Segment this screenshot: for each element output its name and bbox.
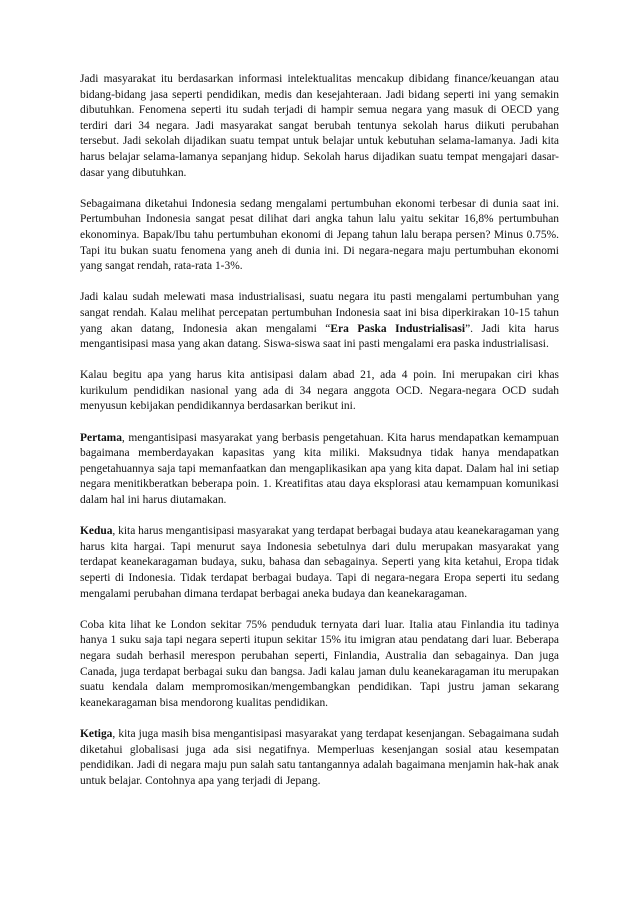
paragraph-text: Kalau begitu apa yang harus kita antisipasi dalam abad 21, ada 4 poin. Ini merupakan ciri khas kurikulum pendidikan nasional yang ada di 34 negara anggota OCD. Negara-negara OCD sudah menyusun kebijakan pendidikannya berdasarkan berikut ini.: [80, 369, 559, 413]
paragraph-economic-growth: [80, 197, 559, 275]
paragraph-kedua: [80, 524, 559, 602]
paragraph-diversity-examples: [80, 618, 559, 712]
point-heading: Kedua: [80, 525, 113, 538]
document-page: [80, 72, 559, 789]
paragraph-four-points: [80, 368, 559, 415]
paragraph-text: Jadi masyarakat itu berdasarkan informasi intelektualitas mencakup dibidang finance/keuangan atau bidang-bidang jasa seperti pendidikan, medis dan kesejahteraan. Jadi bidang seperti ini yang semakin dibutuhkan. Fenomena seperti itu sudah terjadi di hampir semua negara yang masuk di OECD yang terdiri dari 34 negara. Jadi masyarakat sangat berubah tentunya sekolah harus diikuti perubahan tersebut. Jadi sekolah dijadikan suatu tempat untuk belajar untuk kebutuhan selama-lamanya. Jadi kita harus belajar selama-lamanya sepanjang hidup. Sekolah harus dijadikan suatu tempat mengajari dasar-dasar yang dibutuhkan.: [80, 73, 559, 179]
point-heading: Ketiga: [80, 727, 113, 740]
paragraph-tail: ”. Jadi kita harus mengantisipasi masa yang akan datang. Siswa-siswa saat ini pasti mengalami era paska industrialisasi.: [80, 322, 559, 351]
bold-term: Era Paska Industrialisasi: [330, 322, 466, 335]
point-heading: Pertama: [80, 431, 122, 444]
paragraph-information-society: [80, 72, 559, 181]
paragraph-text: , mengantisipasi masyarakat yang berbasis pengetahuan. Kita harus mendapatkan kemampuan bagaimana memberdayakan kapasitas yang kita miliki. Maksudnya tidak hanya mendapatkan pengetahuannya saja tapi memanfaatkan dan mengaplikasikan apa yang kita dapat. Dalam hal ini setiap negara menitikberatkan beberapa poin. 1. Kreatifitas atau daya eksplorasi atau kemampuan komunikasi dalam hal ini harus diutamakan.: [80, 431, 559, 507]
paragraph-text: Coba kita lihat ke London sekitar 75% penduduk ternyata dari luar. Italia atau Finlandia itu tadinya hanya 1 suku saja tapi negara seperti itupun sekitar 15% itu imigran atau pendatang dari luar. Beberapa negara sudah berhasil merespon perubahan seperti, Finlandia, Australia dan sebagainya. Dan juga Canada, juga terdapat berbagai suku dan bangsa. Jadi kalau jaman dulu keanekaragaman itu merupakan suatu kendala dalam mempromosikan/mengembangkan pendidikan. Tapi justru jaman sekarang keanekaragaman bisa mendorong kualitas pendidikan.: [80, 618, 559, 709]
paragraph-ketiga: [80, 727, 559, 789]
paragraph-text: Jadi kalau sudah melewati masa industrialisasi, suatu negara itu pasti mengalami pertumbuhan yang sangat rendah. Kalau melihat percepatan pertumbuhan Indonesia saat ini bisa diperkirakan 10-15 tahun yang akan datang, Indonesia akan mengalami “: [80, 291, 559, 335]
paragraph-text: , kita harus mengantisipasi masyarakat yang terdapat berbagai budaya atau keanekaragaman yang harus kita hargai. Tapi menurut saya Indonesia sebetulnya dari dulu merupakan masyarakat yang terdapat keanekaragaman budaya, suku, bahasa dan sebagainya. Seperti yang kita ketahui, Eropa tidak seperti di Indonesia. Tidak terdapat berbagai budaya. Tapi di negara-negara Eropa seperti itu sedang mengalami perubahan dimana terdapat berbagai aneka budaya dan keanekaragaman.: [80, 525, 559, 600]
paragraph-pertama: [80, 431, 559, 509]
paragraph-post-industrialization: [80, 290, 559, 352]
paragraph-text: Sebagaimana diketahui Indonesia sedang mengalami pertumbuhan ekonomi terbesar di dunia saat ini. Pertumbuhan Indonesia sangat pesat dilihat dari angka tahun lalu yaitu sekitar 16,8% pertumbuhan ekonominya. Bapak/Ibu tahu pertumbuhan ekonomi di Jepang tahun lalu berapa persen? Minus 0.75%. Tapi itu bukan suatu fenomena yang aneh di dunia ini. Di negara-negara maju pertumbuhan ekonomi yang sangat rendah, rata-rata 1-3%.: [80, 197, 559, 273]
paragraph-text: , kita juga masih bisa mengantisipasi masyarakat yang terdapat kesenjangan. Sebagaimana sudah diketahui globalisasi juga ada sisi negatifnya. Memperluas kesenjangan sosial atau kesempatan pendidikan. Jadi di negara maju pun salah satu tantangannya adalah bagaimana menjamin hak-hak anak untuk belajar. Contohnya apa yang terjadi di Jepang.: [80, 727, 559, 787]
